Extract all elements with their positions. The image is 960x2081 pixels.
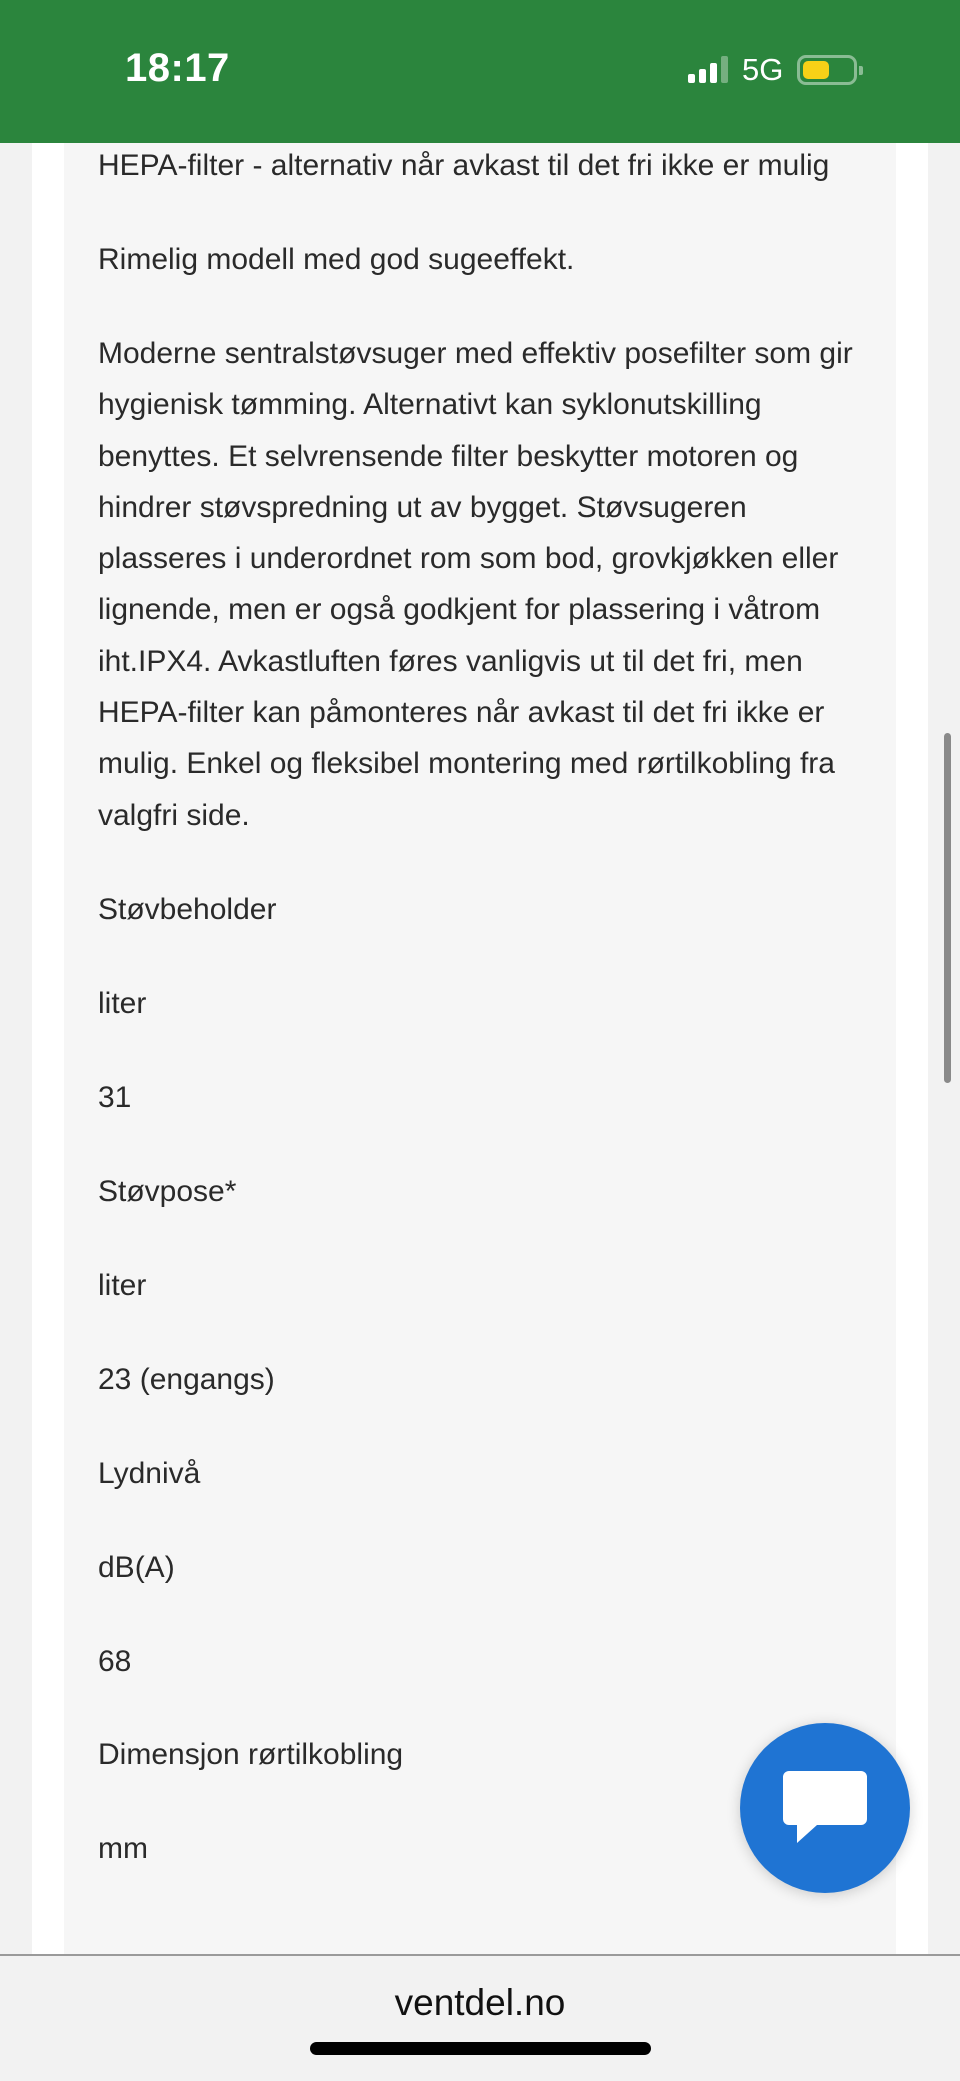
page-scrollbar[interactable] [944,733,951,1083]
spec-value: 23 (engangs) [98,1362,275,1396]
network-type: 5G [742,52,784,87]
spec-unit: liter [98,986,147,1020]
cellular-signal-icon [688,57,728,83]
url-label[interactable]: ventdel.no [394,1982,566,2023]
paragraph-description: Moderne sentralstøvsuger med effektiv posefilter som gir hygienisk tømming. Alternativt kan syklonutskilling benyttes. Et selvrensende filter beskytter motoren og hindrer støvspredning ut av bygget. Støvsugeren plasseres i underordnet rom som bod, grovkjøkken eller lignende, men er også godkjent for plassering i våtrom iht.IPX4. Avkastluften føres vanligvis ut til det fri, men HEPA-filter kan påmonteres når avkast til det fri ikke er mulig. Enkel og fleksibel montering med rørtilkobling fra valgfri side. [98,336,853,832]
battery-icon [797,55,857,85]
spec-unit: dB(A) [98,1550,175,1584]
chat-button[interactable] [740,1723,910,1893]
paragraph-summary: Rimelig modell med god sugeeffekt. [98,242,575,276]
chat-bubble-icon [783,1771,867,1845]
spec-label: Støvpose* [98,1174,237,1208]
battery-level [803,61,829,79]
spec-label: Lydnivå [98,1456,201,1490]
home-indicator[interactable] [310,2042,651,2055]
web-page[interactable] [0,143,960,1954]
spec-unit: mm [98,1832,148,1866]
browser-address-bar[interactable] [0,1954,960,2081]
status-indicators [688,52,857,88]
spec-value: 31 [98,1080,132,1114]
spec-label: Dimensjon rørtilkobling [98,1738,404,1772]
status-time: 18:17 [125,46,230,90]
spec-value: 68 [98,1644,132,1678]
spec-unit: liter [98,1268,147,1302]
product-description [98,143,868,1917]
paragraph-hepa-note: HEPA-filter - alternativ når avkast til det fri ikke er mulig [98,149,830,182]
status-bar [0,0,960,143]
spec-label: Støvbeholder [98,892,277,926]
